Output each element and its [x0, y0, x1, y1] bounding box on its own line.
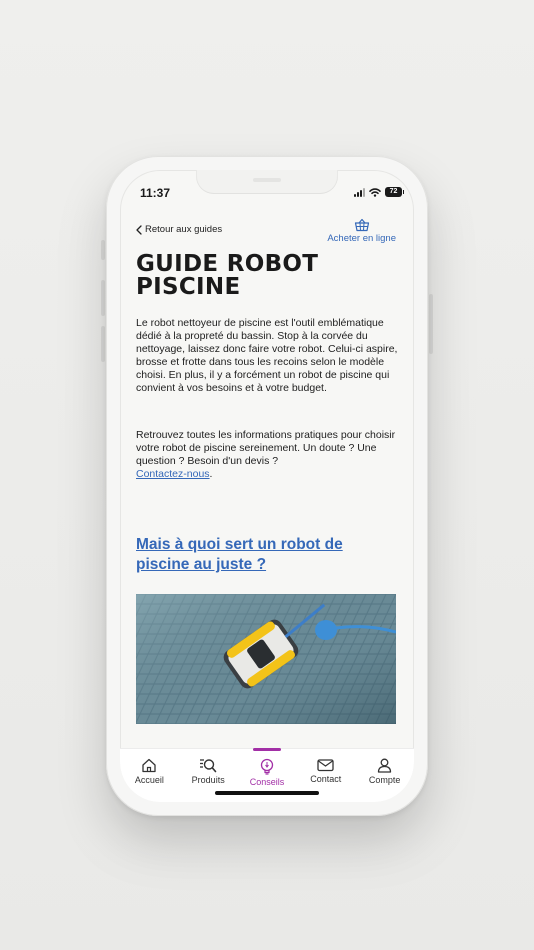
title-line-2: PISCINE: [136, 274, 241, 300]
phone-screen: [120, 170, 414, 802]
tab-label: Accueil: [134, 775, 164, 785]
phone-side-button: [101, 240, 105, 260]
contact-link-suffix: .: [209, 468, 213, 480]
tab-label: Contact: [310, 774, 342, 784]
phone-side-button: [429, 294, 433, 354]
buy-online-button[interactable]: [327, 218, 396, 244]
wifi-icon: [369, 188, 381, 197]
phone-side-button: [101, 280, 105, 316]
products-search-icon: [199, 758, 217, 773]
status-icons: [354, 187, 402, 197]
info-paragraph: [136, 429, 398, 481]
home-indicator: [215, 791, 319, 795]
battery-icon: 72: [385, 187, 402, 197]
intro-paragraph: Le robot nettoyeur de piscine est l'outil emblématique dédié à la propreté du bassin. Stop à la corvée du nettoyage, laissez donc faire votre robot. Celui-ci aspire, brosse et frotte dans tous les recoins selon le modèle choisi. En plus, il y a forcément un robot de piscine qui convient à vos besoins et à votre budget.: [136, 317, 398, 394]
user-icon: [377, 758, 392, 773]
pool-robot-image: [136, 594, 396, 724]
page-title: [136, 253, 366, 299]
tab-label: Compte: [368, 775, 401, 785]
tab-compte[interactable]: [355, 749, 414, 802]
info-text: Retrouvez toutes les informations pratiques pour choisir votre robot de piscine sereinement. Un doute ? Une question ? Besoin d'un devis ?: [136, 429, 396, 467]
status-time: 11:37: [140, 186, 171, 200]
back-link-label: Retour aux guides: [145, 224, 223, 235]
title-line-1: GUIDE ROBOT: [136, 251, 319, 277]
notch: [196, 170, 338, 194]
contact-link[interactable]: Contactez-nous: [136, 468, 210, 480]
active-tab-indicator: [253, 748, 281, 751]
back-to-guides-link[interactable]: [136, 224, 222, 235]
chevron-left-icon: [136, 225, 142, 235]
speaker: [253, 178, 281, 182]
signal-icon: [354, 188, 365, 197]
basket-icon: [354, 218, 370, 232]
tab-label: Conseils: [249, 777, 285, 787]
lightbulb-icon: [259, 758, 275, 775]
buy-online-label: Acheter en ligne: [327, 233, 396, 244]
tab-accueil[interactable]: [120, 749, 179, 802]
mail-icon: [317, 758, 334, 772]
tab-label: Produits: [191, 775, 225, 785]
home-icon: [141, 758, 157, 773]
phone-side-button: [101, 326, 105, 362]
section-heading-link[interactable]: Mais à quoi sert un robot de piscine au juste ?: [136, 536, 343, 573]
